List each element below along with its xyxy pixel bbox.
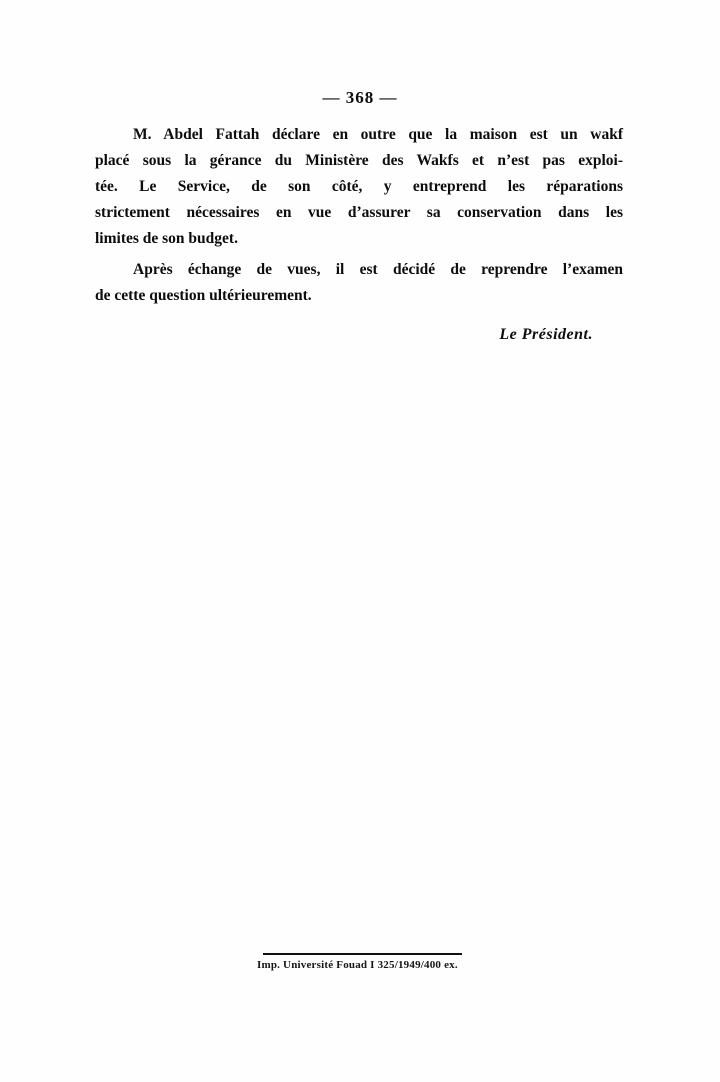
- signature-le-president: Le Président.: [499, 326, 593, 343]
- text-line: de cette question ultérieurement.: [95, 287, 312, 304]
- text-line: tée. Le Service, de son côté, y entreprend les réparations: [95, 178, 623, 195]
- body-text-block: [95, 122, 623, 348]
- imprint-text: Imp. Université Fouad I 325/1949/400 ex.: [257, 959, 458, 971]
- paragraph-1: [95, 122, 623, 252]
- paragraph-2: [95, 257, 623, 309]
- text-line: placé sous la gérance du Ministère des Wakfs et n’est pas exploi-: [95, 152, 623, 169]
- text-line: Après échange de vues, il est décidé de reprendre l’examen: [133, 261, 623, 278]
- text-line: strictement nécessaires en vue d’assurer sa conservation dans les: [95, 204, 623, 221]
- page-number: — 368 —: [322, 88, 398, 107]
- text-line: limites de son budget.: [95, 230, 238, 247]
- imprint-rule: [263, 953, 462, 955]
- text-line: M. Abdel Fattah déclare en outre que la maison est un wakf: [133, 126, 623, 143]
